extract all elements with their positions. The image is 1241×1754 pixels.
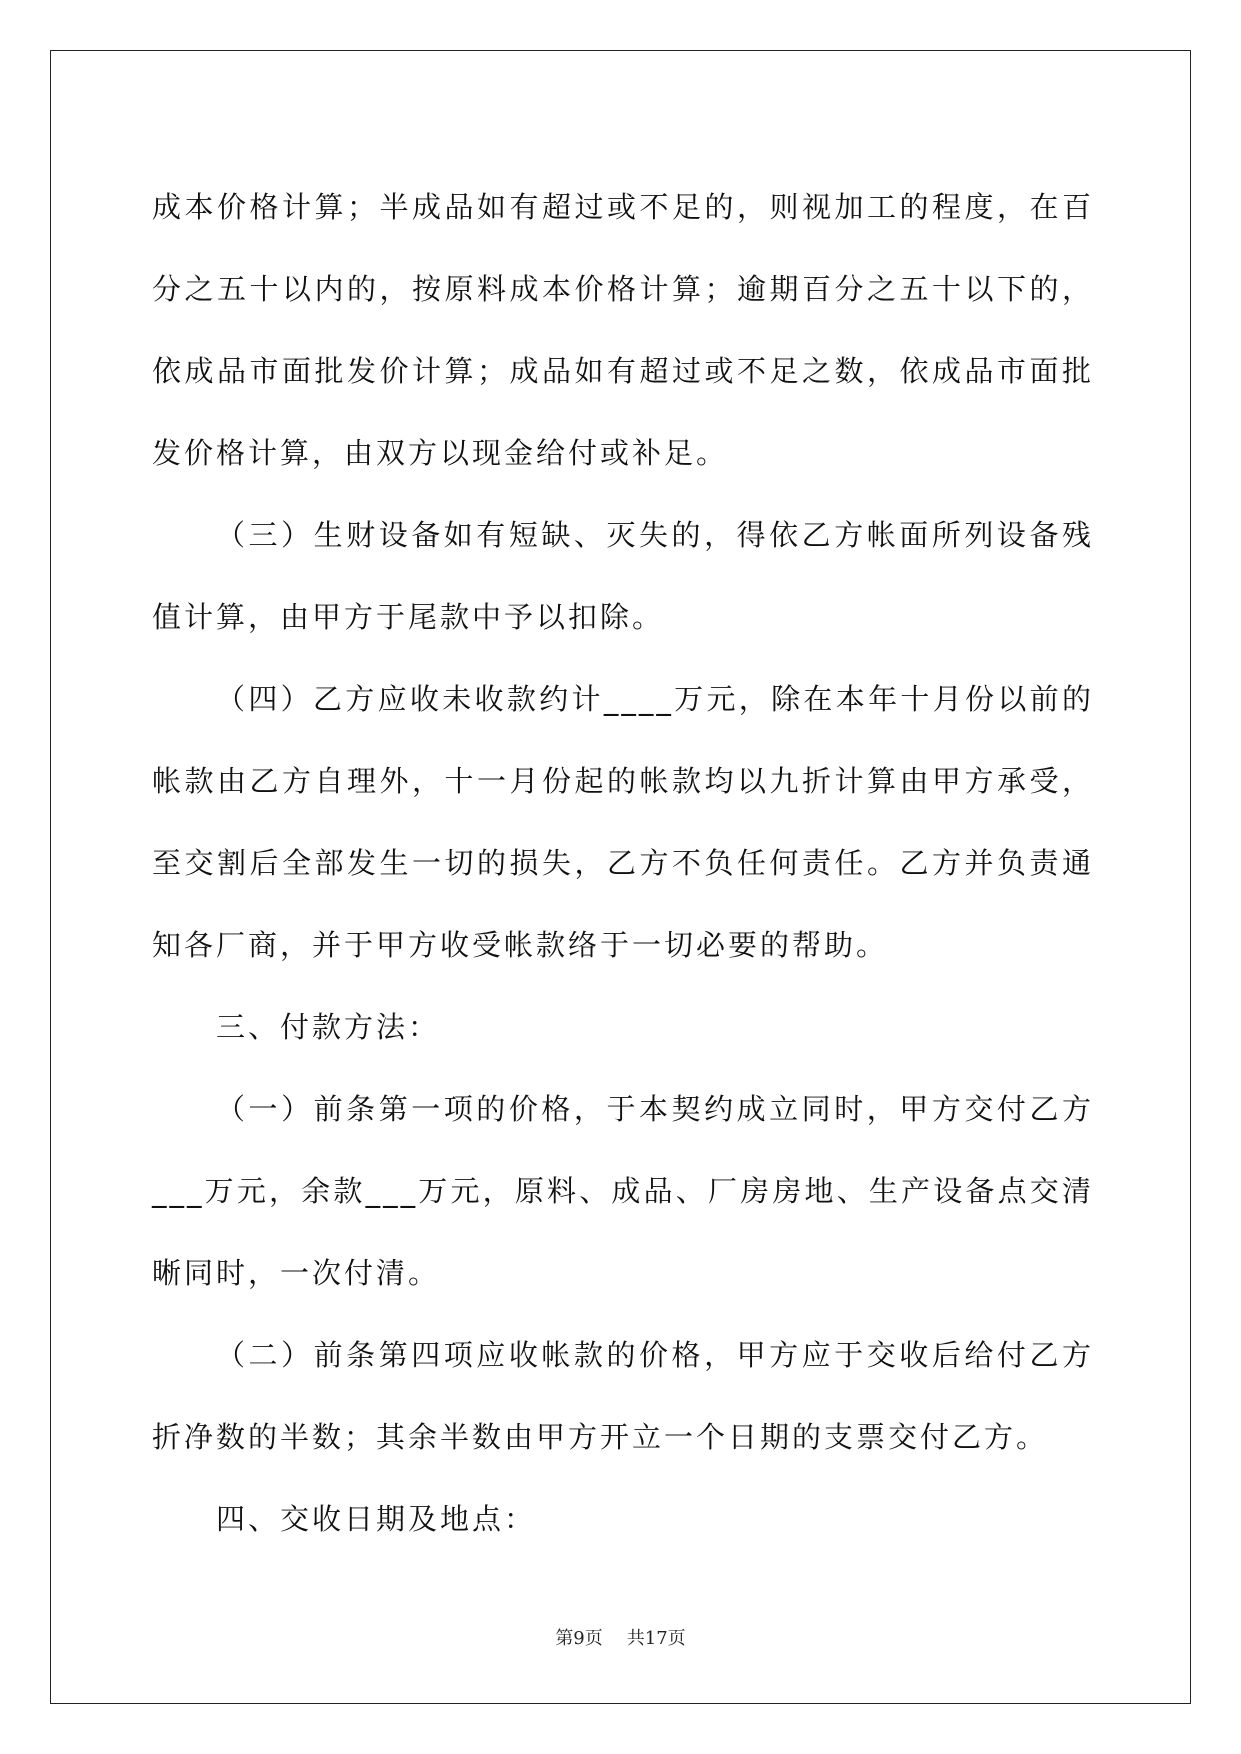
paragraph-payment-2: （二）前条第四项应收帐款的价格，甲方应于交收后给付乙方折净数的半数；其余半数由甲方开立一个日期的支票交付乙方。 bbox=[152, 1338, 1094, 1454]
document-body bbox=[152, 166, 1094, 1560]
page-footer bbox=[0, 1624, 1241, 1650]
page-number: 第9页 bbox=[555, 1628, 603, 1649]
paragraph-cost-calculation: 成本价格计算；半成品如有超过或不足的，则视加工的程度，在百分之五十以内的，按原料成本价格计算；逾期百分之五十以下的，依成品市面批发价计算；成品如有超过或不足之数，依成品市面批发价格计算，由双方以现金给付或补足。 bbox=[152, 190, 1094, 470]
section-heading-payment: 三、付款方法： bbox=[216, 1010, 441, 1044]
page-total: 共17页 bbox=[626, 1628, 686, 1649]
paragraph-payment-1: （一）前条第一项的价格，于本契约成立同时，甲方交付乙方___万元，余款___万元，原料、成品、厂房房地、生产设备点交清晰同时，一次付清。 bbox=[152, 1092, 1094, 1290]
paragraph-clause-4: （四）乙方应收未收款约计____万元，除在本年十月份以前的帐款由乙方自理外，十一月份起的帐款均以九折计算由甲方承受，至交割后全部发生一切的损失，乙方不负任何责任。乙方并负责通知各厂商，并于甲方收受帐款络于一切必要的帮助。 bbox=[152, 682, 1094, 962]
section-heading-delivery: 四、交收日期及地点： bbox=[216, 1502, 537, 1536]
paragraph-clause-3: （三）生财设备如有短缺、灭失的，得依乙方帐面所列设备残值计算，由甲方于尾款中予以扣除。 bbox=[152, 518, 1094, 634]
